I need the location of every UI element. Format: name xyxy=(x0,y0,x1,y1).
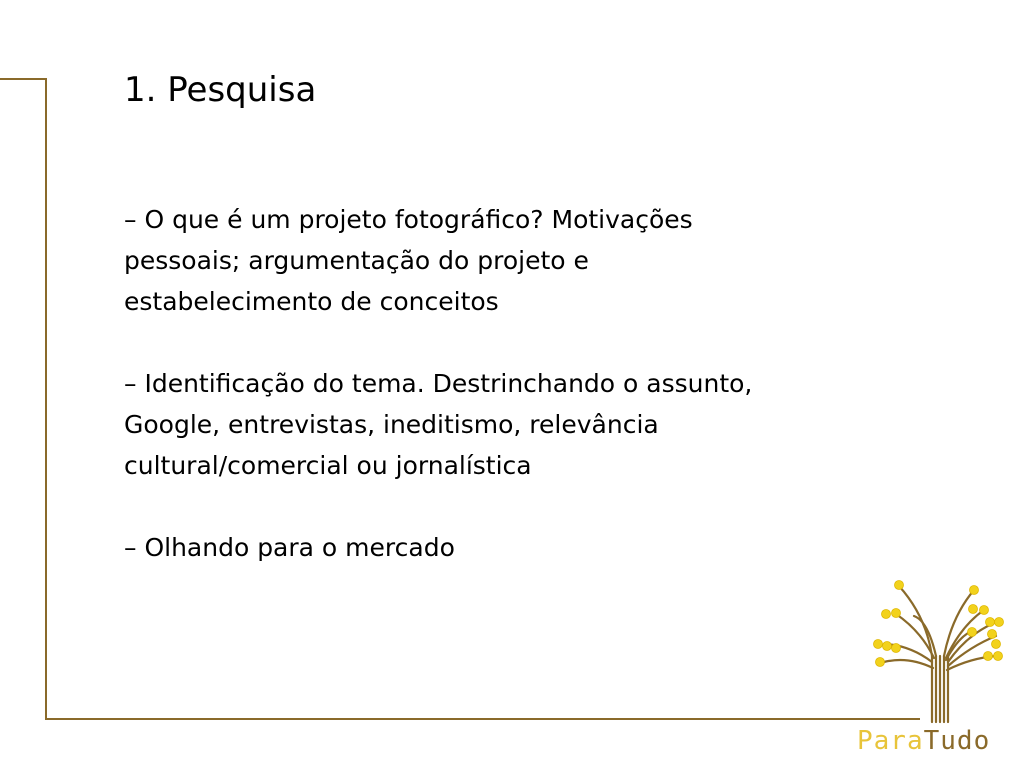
bullet-list xyxy=(124,199,884,568)
paratudo-logo xyxy=(852,576,1012,766)
frame-left-line xyxy=(45,78,47,720)
logo-word-para: Para xyxy=(857,726,924,756)
frame-top-line xyxy=(0,78,47,80)
bullet-item: – O que é um projeto fotográfico? Motivações pessoais; argumentação do projeto e estabelecimento de conceitos xyxy=(124,205,693,316)
tree-icon xyxy=(866,576,1006,724)
slide-title: 1. Pesquisa xyxy=(124,70,317,110)
logo-word-tudo: Tudo xyxy=(923,726,991,756)
frame-bottom-line xyxy=(45,718,920,720)
bullet-item: – Identificação do tema. Destrinchando o assunto, Google, entrevistas, ineditismo, relevância cultural/comercial ou jornalística xyxy=(124,369,753,480)
logo-wordmark xyxy=(857,726,990,756)
bullet-item: – Olhando para o mercado xyxy=(124,533,455,562)
